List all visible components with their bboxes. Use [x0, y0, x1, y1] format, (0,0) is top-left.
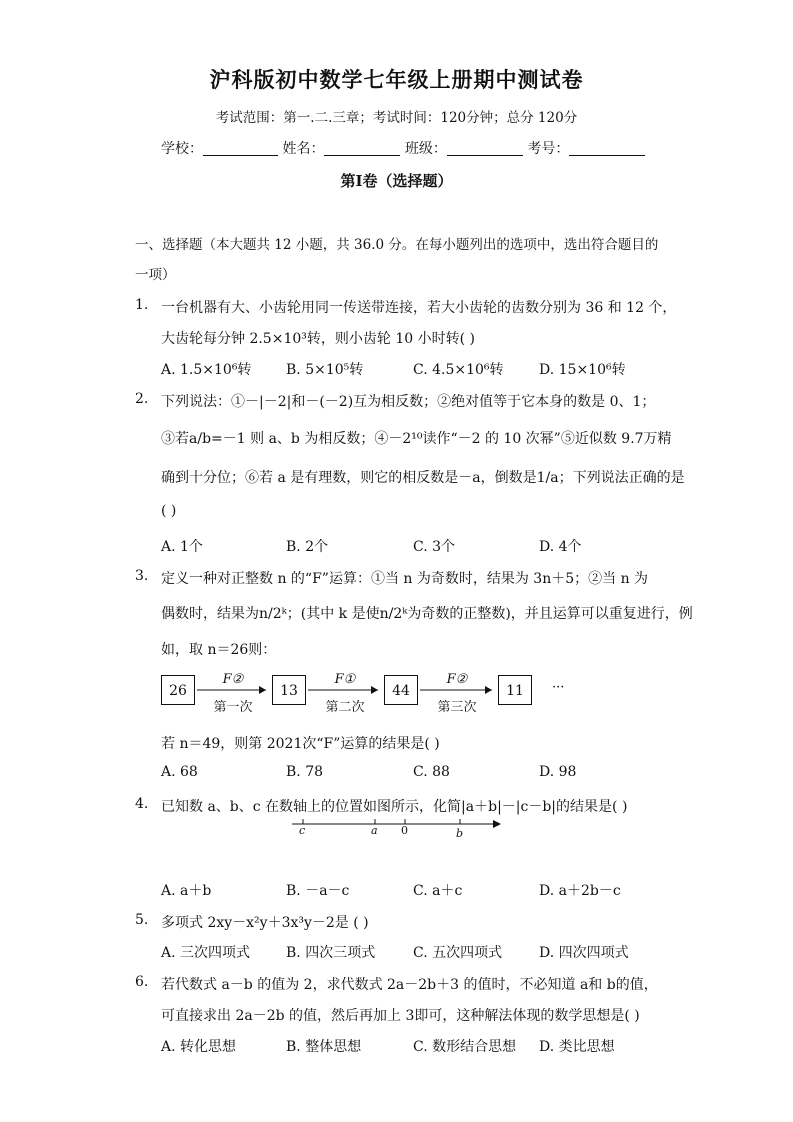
exam-number-label: 考号： [527, 141, 570, 157]
question-number: 3. [135, 568, 149, 584]
axis-label-b: b [456, 827, 464, 840]
option-a[interactable]: A. 三次四项式 [161, 945, 251, 961]
option-b[interactable]: B. 5×10⁵转 [286, 362, 364, 378]
question-text: 定义一种对正整数 n 的“F”运算：①当 n 为奇数时，结果为 3n＋5；②当 n 为 [161, 571, 649, 587]
question-text: 已知数 a、b、c 在数轴上的位置如图所示，化简|a＋b|－|c－b|的结果是( ) [161, 799, 628, 815]
question-number: 1. [135, 297, 149, 313]
option-d[interactable]: D. 98 [539, 764, 577, 780]
option-c[interactable]: C. a＋c [413, 883, 463, 899]
step-label: 第一次 [213, 700, 253, 715]
option-a[interactable]: A. a＋b [161, 883, 212, 899]
option-a[interactable]: A. 68 [161, 764, 198, 780]
section-heading-line2: 一项） [135, 267, 176, 283]
axis-label-a: a [371, 824, 378, 837]
question-text: 可直接求出 2a－2b 的值，然后再加上 3即可，这种解法体现的数学思想是( ) [161, 1008, 640, 1024]
axis-label-c: c [299, 824, 306, 837]
option-c[interactable]: C. 3个 [413, 539, 456, 555]
question-text: 下列说法：①－|－2|和－(－2)互为相反数；②绝对值等于它本身的数是 0、1； [161, 394, 656, 410]
axis-label-zero: 0 [401, 824, 408, 837]
question-text: 偶数时，结果为n/2ᵏ；(其中 k 是使n/2ᵏ为奇数的正整数)，并且运算可以重复进行，例 [161, 606, 693, 622]
option-d[interactable]: D. a＋2b－c [539, 883, 621, 899]
question-text: ( ) [161, 503, 177, 519]
question-text: 确到十分位；⑥若 a 是有理数，则它的相反数是－a，倒数是1/a；下列说法正确的是 [161, 470, 685, 486]
option-d[interactable]: D. 4个 [539, 539, 582, 555]
value-box: 26 [161, 675, 195, 705]
option-b[interactable]: B. 整体思想 [286, 1039, 362, 1055]
class-label: 班级： [404, 141, 447, 157]
option-d[interactable]: D. 15×10⁶转 [539, 362, 626, 378]
question-number: 5. [135, 912, 149, 928]
step-label: 第二次 [325, 700, 365, 715]
question-text: 若代数式 a－b 的值为 2，求代数式 2a－2b＋3 的值时，不必知道 a和 b的值， [161, 977, 658, 993]
option-c[interactable]: C. 88 [413, 764, 450, 780]
option-c[interactable]: C. 4.5×10⁶转 [413, 362, 504, 378]
question-text: 如，取 n＝26则： [161, 642, 277, 658]
value-box: 13 [272, 675, 306, 705]
exam-subtitle: 考试范围：第一.二.三章；考试时间：120分钟；总分 120分 [215, 110, 578, 126]
ellipsis: ··· [552, 680, 565, 695]
exam-title: 沪科版初中数学七年级上册期中测试卷 [209, 67, 584, 92]
question-text: 多项式 2xy－x²y＋3x³y－2是 ( ) [161, 915, 369, 931]
option-b[interactable]: B. －a－c [286, 883, 350, 899]
value-box: 44 [384, 675, 418, 705]
op-label: F① [334, 672, 356, 687]
question-text: 一台机器有大、小齿轮用同一传送带连接，若大小齿轮的齿数分别为 36 和 12 个， [161, 300, 677, 316]
option-a[interactable]: A. 1.5×10⁶转 [161, 362, 252, 378]
name-label: 姓名： [282, 141, 325, 157]
value-box: 11 [498, 675, 532, 705]
section-heading-line1: 一、选择题（本大题共 12 小题，共 36.0 分。在每小题列出的选项中，选出符合题目的 [135, 237, 659, 253]
step-label: 第三次 [437, 700, 477, 715]
option-b[interactable]: B. 2个 [286, 539, 329, 555]
option-c[interactable]: C. 五次四项式 [413, 945, 503, 961]
option-d[interactable]: D. 四次四项式 [539, 945, 629, 961]
option-c[interactable]: C. 数形结合思想 [413, 1039, 517, 1055]
option-b[interactable]: B. 78 [286, 764, 324, 780]
school-label: 学校： [161, 141, 203, 157]
question-text: 若 n＝49，则第 2021次“F”运算的结果是( ) [161, 736, 440, 752]
question-text: ③若a/b=－1 则 a、b 为相反数；④－2¹⁰读作“－2 的 10 次幂”⑤近似数 9.7万精 [161, 431, 672, 447]
option-a[interactable]: A. 1个 [161, 539, 203, 555]
op-label: F② [222, 672, 244, 687]
option-a[interactable]: A. 转化思想 [161, 1039, 237, 1055]
question-number: 4. [135, 796, 149, 812]
question-text: 大齿轮每分钟 2.5×10³转，则小齿轮 10 小时转( ) [161, 331, 475, 347]
op-label: F② [446, 672, 468, 687]
option-d[interactable]: D. 类比思想 [539, 1039, 615, 1055]
question-number: 6. [135, 974, 149, 990]
part-title: 第Ⅰ卷（选择题） [340, 172, 453, 190]
option-b[interactable]: B. 四次三项式 [286, 945, 376, 961]
question-number: 2. [135, 391, 149, 407]
